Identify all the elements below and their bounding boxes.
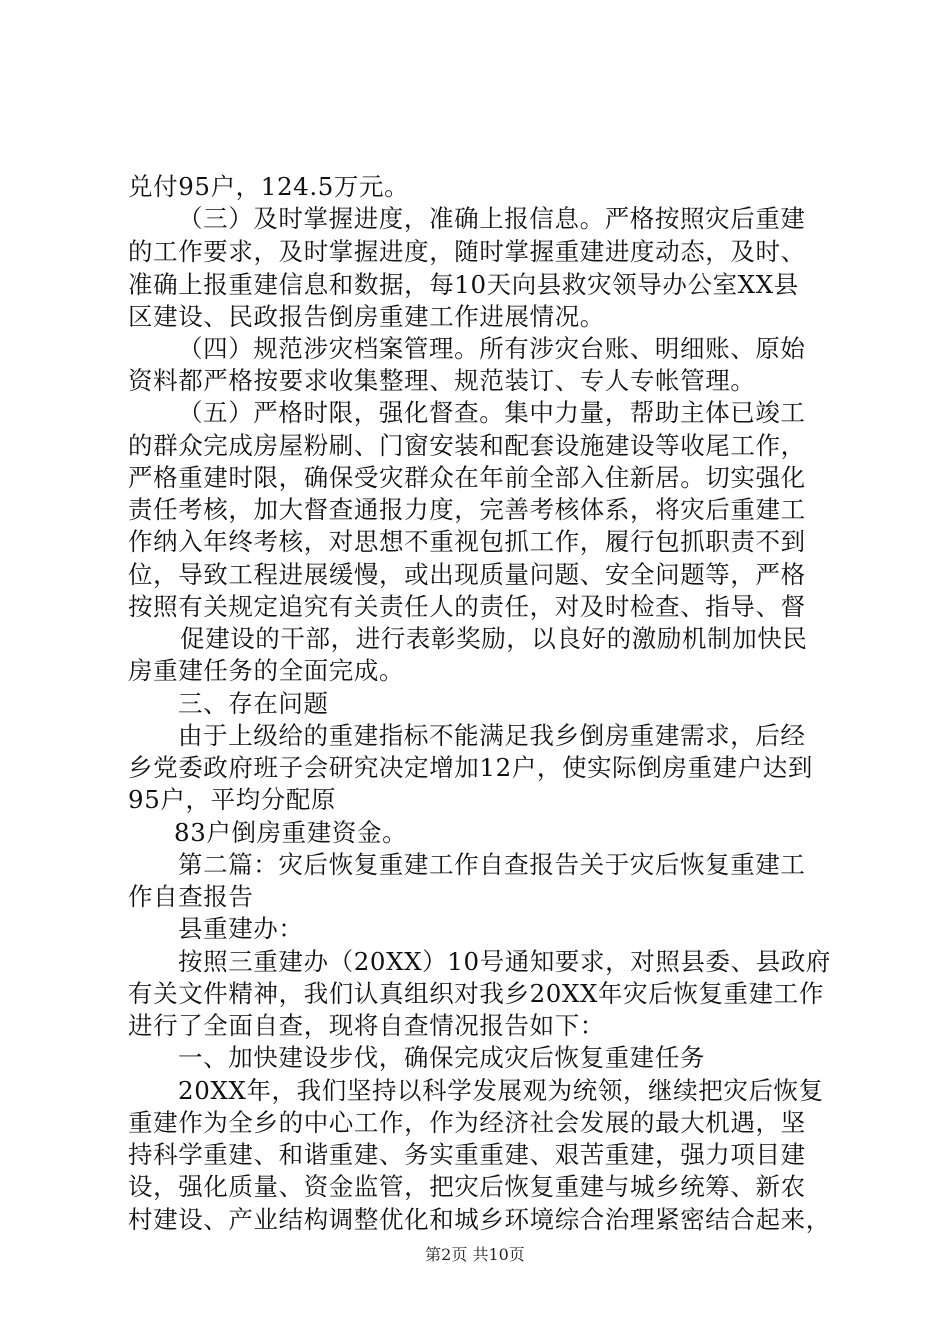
chapter-title: 作自查报告 — [128, 882, 254, 911]
chapter-title: 第二篇：灾后恢复重建工作自查报告关于灾后恢复重建工 — [178, 850, 806, 879]
section-heading: 三、存在问题 — [178, 689, 329, 718]
text-line: 的群众完成房屋粉刷、门窗安装和配套设施建设等收尾工作， — [128, 431, 806, 460]
text-line: 乡党委政府班子会研究决定增加12户，使实际倒房重建户达到 — [128, 753, 813, 782]
text-line: 兑付95户，124.5万元。 — [128, 172, 410, 201]
text-line: 20XX年，我们坚持以科学发展观为统领，继续把灾后恢复 — [178, 1076, 824, 1105]
text-line: 83户倒房重建资金。 — [174, 818, 408, 847]
text-line: 促建设的干部，进行表彰奖励，以良好的激励机制加快民 — [180, 624, 808, 653]
text-line: 按照有关规定追究有关责任人的责任，对及时检查、指导、督 — [128, 592, 806, 621]
text-line: 进行了全面自查，现将自查情况报告如下： — [128, 1011, 605, 1040]
text-line: 持科学重建、和谐重建、务实重重建、艰苦重建，强力项目建 — [128, 1140, 806, 1169]
text-line: 重建作为全乡的中心工作，作为经济社会发展的最大机遇，坚 — [128, 1108, 806, 1137]
text-line: 按照三重建办（20XX）10号通知要求，对照县委、县政府 — [178, 947, 832, 976]
text-line: 有关文件精神，我们认真组织对我乡20XX年灾后恢复重建工作 — [128, 979, 824, 1008]
page-number-footer: 第2页 共10页 — [425, 1245, 525, 1264]
text-line: 位，导致工程进展缓慢，或出现质量问题、安全问题等，严格 — [128, 560, 806, 589]
text-line: 严格重建时限，确保受灾群众在年前全部入住新居。切实强化 — [128, 463, 806, 492]
text-line: （四）规范涉灾档案管理。所有涉灾台账、明细账、原始 — [178, 334, 806, 363]
section-heading: 一、加快建设步伐，确保完成灾后恢复重建任务 — [178, 1043, 706, 1072]
text-line: 准确上报重建信息和数据，每10天向县救灾领导办公室XX县 — [128, 270, 799, 299]
text-line: 的工作要求，及时掌握进度，随时掌握重建进度动态，及时、 — [128, 237, 806, 266]
text-line: 资料都严格按要求收集整理、规范装订、专人专帐管理。 — [128, 366, 756, 395]
salutation: 县重建办： — [178, 914, 304, 943]
text-line: 作纳入年终考核，对思想不重视包抓工作，履行包抓职责不到 — [128, 527, 806, 556]
text-line: 95户，平均分配原 — [128, 785, 337, 814]
text-line: （三）及时掌握进度，准确上报信息。严格按照灾后重建 — [178, 204, 806, 233]
text-line: 房重建任务的全面完成。 — [128, 656, 405, 685]
text-line: （五）严格时限，强化督查。集中力量，帮助主体已竣工 — [178, 398, 806, 427]
text-line: 由于上级给的重建指标不能满足我乡倒房重建需求，后经 — [178, 721, 806, 750]
text-line: 设，强化质量、资金监管，把灾后恢复重建与城乡统筹、新农 — [128, 1172, 806, 1201]
text-line: 村建设、产业结构调整优化和城乡环境综合治理紧密结合起来， — [128, 1205, 831, 1234]
text-line: 区建设、民政报告倒房重建工作进展情况。 — [128, 302, 605, 331]
text-line: 责任考核，加大督查通报力度，完善考核体系，将灾后重建工 — [128, 495, 806, 524]
